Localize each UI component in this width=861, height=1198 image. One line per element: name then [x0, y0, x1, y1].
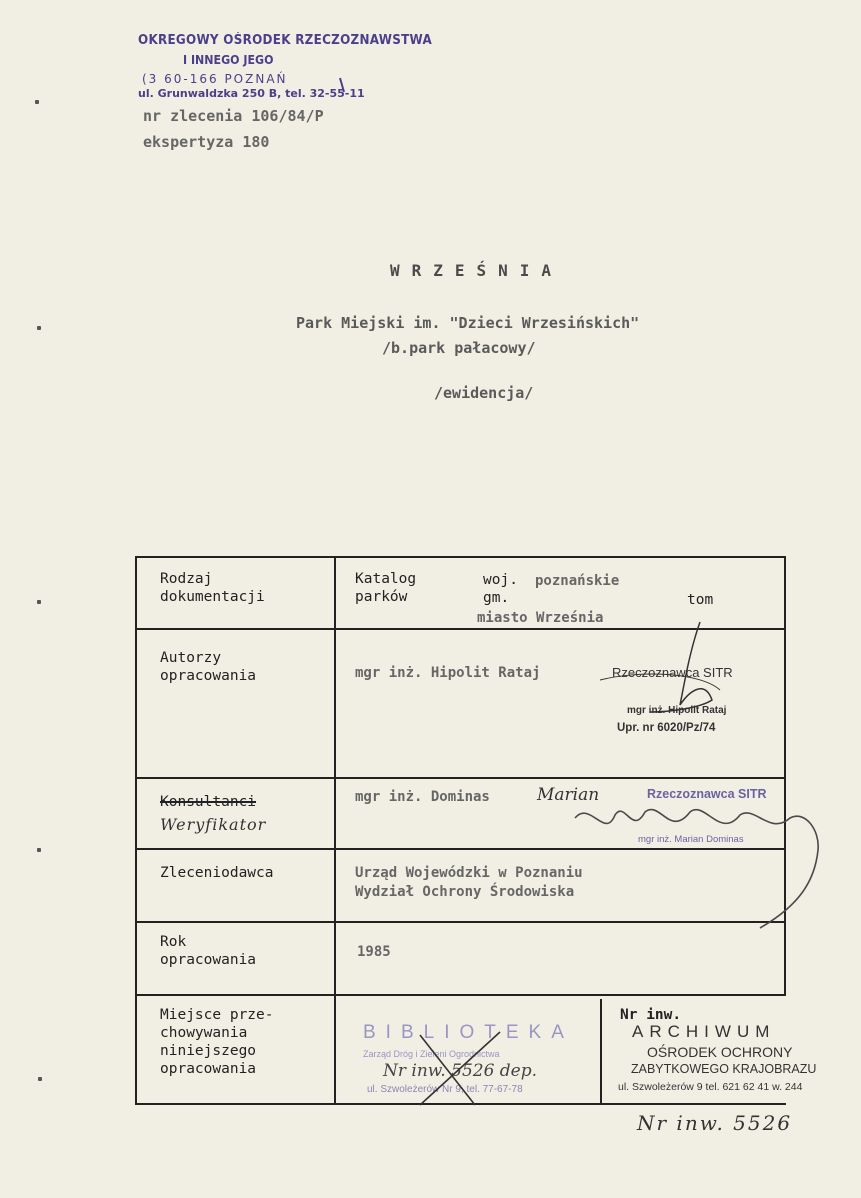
- table-border: [135, 1103, 786, 1105]
- stamp-line-4: ul. Grunwaldzka 250 B, tel. 32-55-11: [138, 87, 365, 100]
- authors-label: Autorzy opracowania: [160, 650, 257, 684]
- column-divider: [600, 999, 602, 1105]
- verifier-label: Weryfikator: [160, 815, 267, 834]
- documentation-form: [135, 556, 817, 1105]
- stamp-line-1: OKREGOWY OŚRODEK RZECZOZNAWSTWA: [138, 33, 433, 48]
- row-divider: [135, 921, 786, 923]
- year-label: Rok opracowania: [160, 934, 257, 968]
- table-border: [784, 556, 786, 994]
- verifier-stamp-title: Rzeczoznawca SITR: [647, 787, 767, 801]
- margin-mark: [37, 326, 41, 330]
- archive-stamp-line3: ul. Szwoleżerów 9 tel. 621 62 41 w. 244: [618, 1081, 803, 1093]
- expertise-number: ekspertyza 180: [143, 133, 270, 151]
- voivodeship-value: poznańskie: [535, 573, 620, 589]
- margin-mark: [37, 600, 41, 604]
- document-title: WRZEŚNIA: [390, 261, 564, 280]
- document-kind: /ewidencja/: [434, 384, 534, 402]
- row-divider: [135, 628, 786, 630]
- table-border: [135, 556, 786, 558]
- verifier-stamp-name: mgr inż. Marian Dominas: [638, 834, 744, 845]
- author-value: mgr inż. Hipolit Rataj: [355, 665, 541, 681]
- client-label: Zleceniodawca: [160, 865, 274, 881]
- row-divider: [135, 848, 786, 850]
- inventory-label: Nr inw.: [620, 1007, 682, 1023]
- client-value: Urząd Wojewódzki w Poznaniu Wydział Ochrony Środowiska: [355, 865, 583, 900]
- archive-stamp-line2: ZABYTKOWEGO KRAJOBRAZU: [631, 1062, 817, 1076]
- author-stamp-name: mgr inż. Hipolit Rataj: [627, 705, 727, 716]
- archive-stamp-line1: OŚRODEK OCHRONY: [647, 1044, 793, 1060]
- verifier-handwritten-name: Marian: [537, 785, 600, 805]
- park-name: Park Miejski im. "Dzieci Wrzesińskich": [296, 314, 640, 332]
- library-stamp-title: BIBLIOTEKA: [363, 1022, 574, 1043]
- commune-label: gm.: [483, 590, 510, 606]
- voivodeship-label: woj.: [483, 572, 518, 588]
- library-handwritten-number: Nr inw. 5526 dep.: [383, 1061, 538, 1081]
- former-name: /b.park pałacowy/: [382, 339, 536, 357]
- year-value: 1985: [357, 944, 391, 960]
- commune-value: miasto Września: [477, 610, 604, 626]
- doc-type-label: Rodzaj dokumentacji: [160, 571, 265, 605]
- author-stamp-title: Rzeczoznawca SITR: [612, 665, 733, 680]
- footer-inventory-number: Nr inw. 5526: [637, 1111, 793, 1135]
- row-divider: [135, 994, 786, 996]
- archive-stamp-title: ARCHIWUM: [632, 1022, 776, 1041]
- verifier-value: mgr inż. Dominas: [355, 789, 490, 805]
- margin-mark: [35, 100, 39, 104]
- stamp-line-2: I INNEGO JEGO: [183, 53, 274, 67]
- table-border: [135, 556, 137, 1105]
- margin-mark: [38, 1077, 42, 1081]
- catalog-label: Katalog parków: [355, 571, 417, 605]
- row-divider: [135, 777, 786, 779]
- stamp-line-3: (3 60-166 POZNAŃ: [142, 72, 288, 86]
- consultants-label: Konsultanci: [160, 794, 257, 810]
- storage-place-label: Miejsce prze- chowywania niniejszego opracowania: [160, 1007, 274, 1077]
- library-stamp-line3: ul. Szwoleżerów Nr 9, tel. 77-67-78: [367, 1084, 523, 1095]
- library-stamp-line2: Zarząd Dróg i Zieleni Ogrodnictwa: [363, 1049, 500, 1059]
- author-stamp-number: Upr. nr 6020/Pz/74: [617, 722, 716, 734]
- column-divider: [334, 556, 336, 1105]
- order-number: nr zlecenia 106/84/P: [143, 107, 324, 125]
- volume-label: tom: [687, 592, 714, 608]
- margin-mark: [37, 848, 41, 852]
